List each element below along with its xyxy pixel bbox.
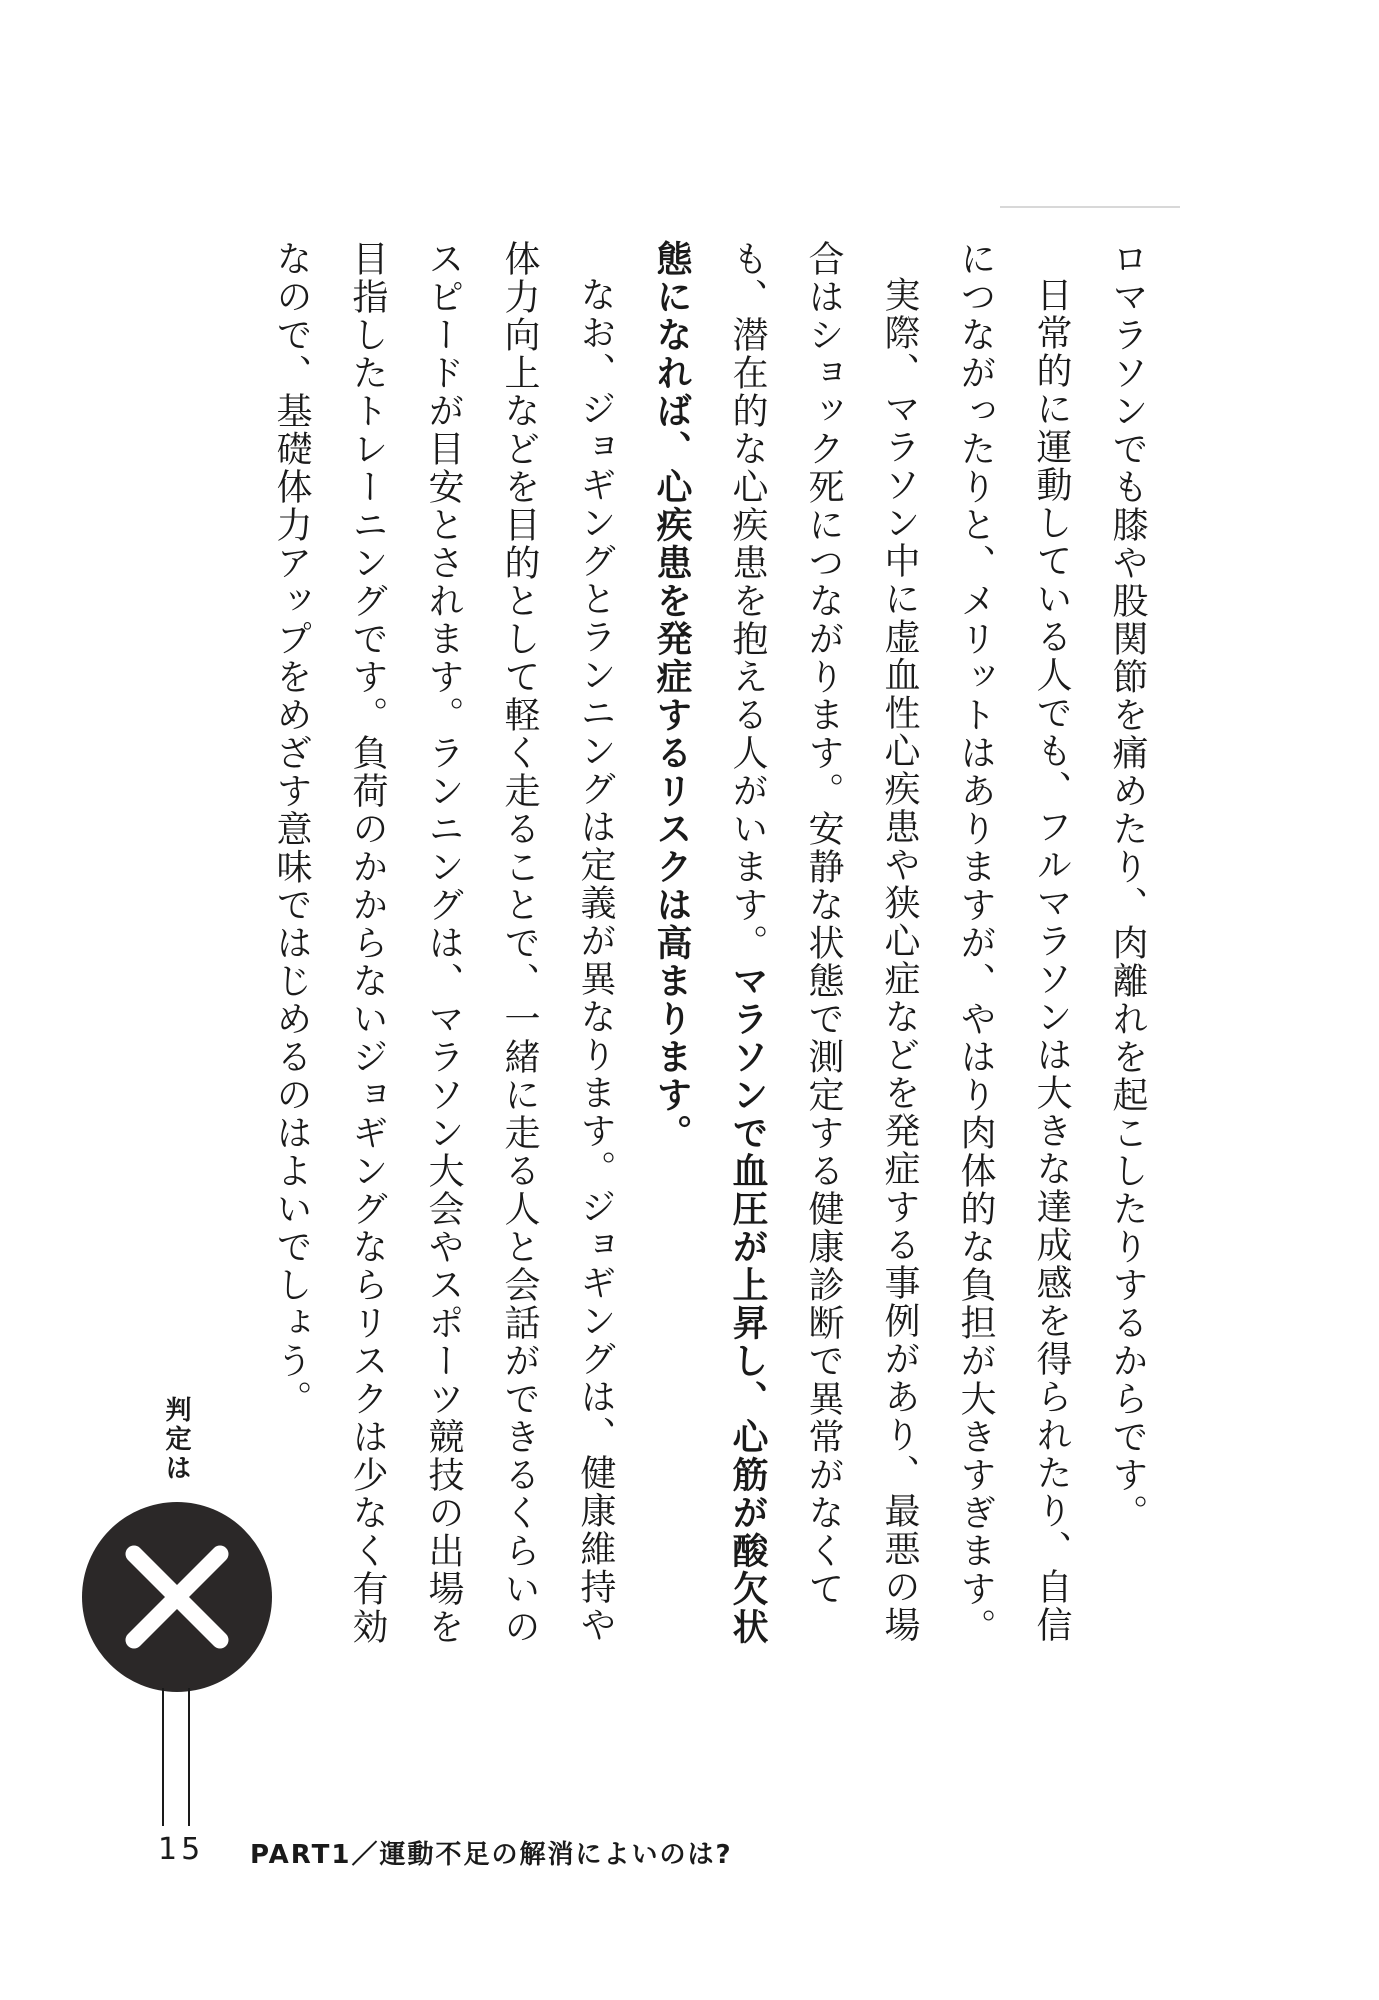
running-title: PART1／運動不足の解消によいのは?: [250, 1840, 733, 1870]
verdict-label: 判定は: [161, 1396, 191, 1483]
paragraph-3: [633, 240, 937, 1680]
verdict-badge: [82, 1502, 272, 1692]
paragraph-3-text: 実際、マラソン中に虚血性心疾患や狭心症などを発症する事例があり、最悪の場合はショック死につながります。安静な状態で測定する健康診断で異常がなくても、潜在的な心疾患を抱える人がいます。: [727, 240, 920, 1644]
verdict-line-left: [162, 1688, 164, 1826]
verdict-line-right: [188, 1688, 190, 1826]
paragraph-4: なお、ジョギングとランニングは定義が異なります。ジョギングは、健康維持や体力向上などを目的として軽く走ることで、一緒に走る人と会話ができるくらいのスピードが目安とされます。ランニングは、マラソン大会やスポーツ競技の出場を目指したトレーニングです。負荷のかからないジョギングならリスクは少なく有効なので、基礎体力アップをめざす意味ではじめるのはよいでしょう。: [271, 240, 616, 1646]
paragraph-2: 日常的に運動している人でも、フルマラソンは大きな達成感を得られたり、自信につながったりと、メリットはありますが、やはり肉体的な負担が大きすぎます。: [955, 240, 1072, 1646]
paragraph-3-emphasis: マラソンで血圧が上昇し、心筋が酸欠状態になれば、心疾患を発症するリスクは高まります。: [651, 240, 768, 1646]
paragraph-1: ロマラソンでも膝や股関節を痛めたり、肉離れを起こしたりするからです。: [1107, 240, 1148, 1532]
cross-mark-icon: [82, 1502, 272, 1692]
header-rule: [1000, 206, 1180, 208]
body-text: [205, 240, 1165, 1680]
page-number: 15: [158, 1832, 205, 1867]
